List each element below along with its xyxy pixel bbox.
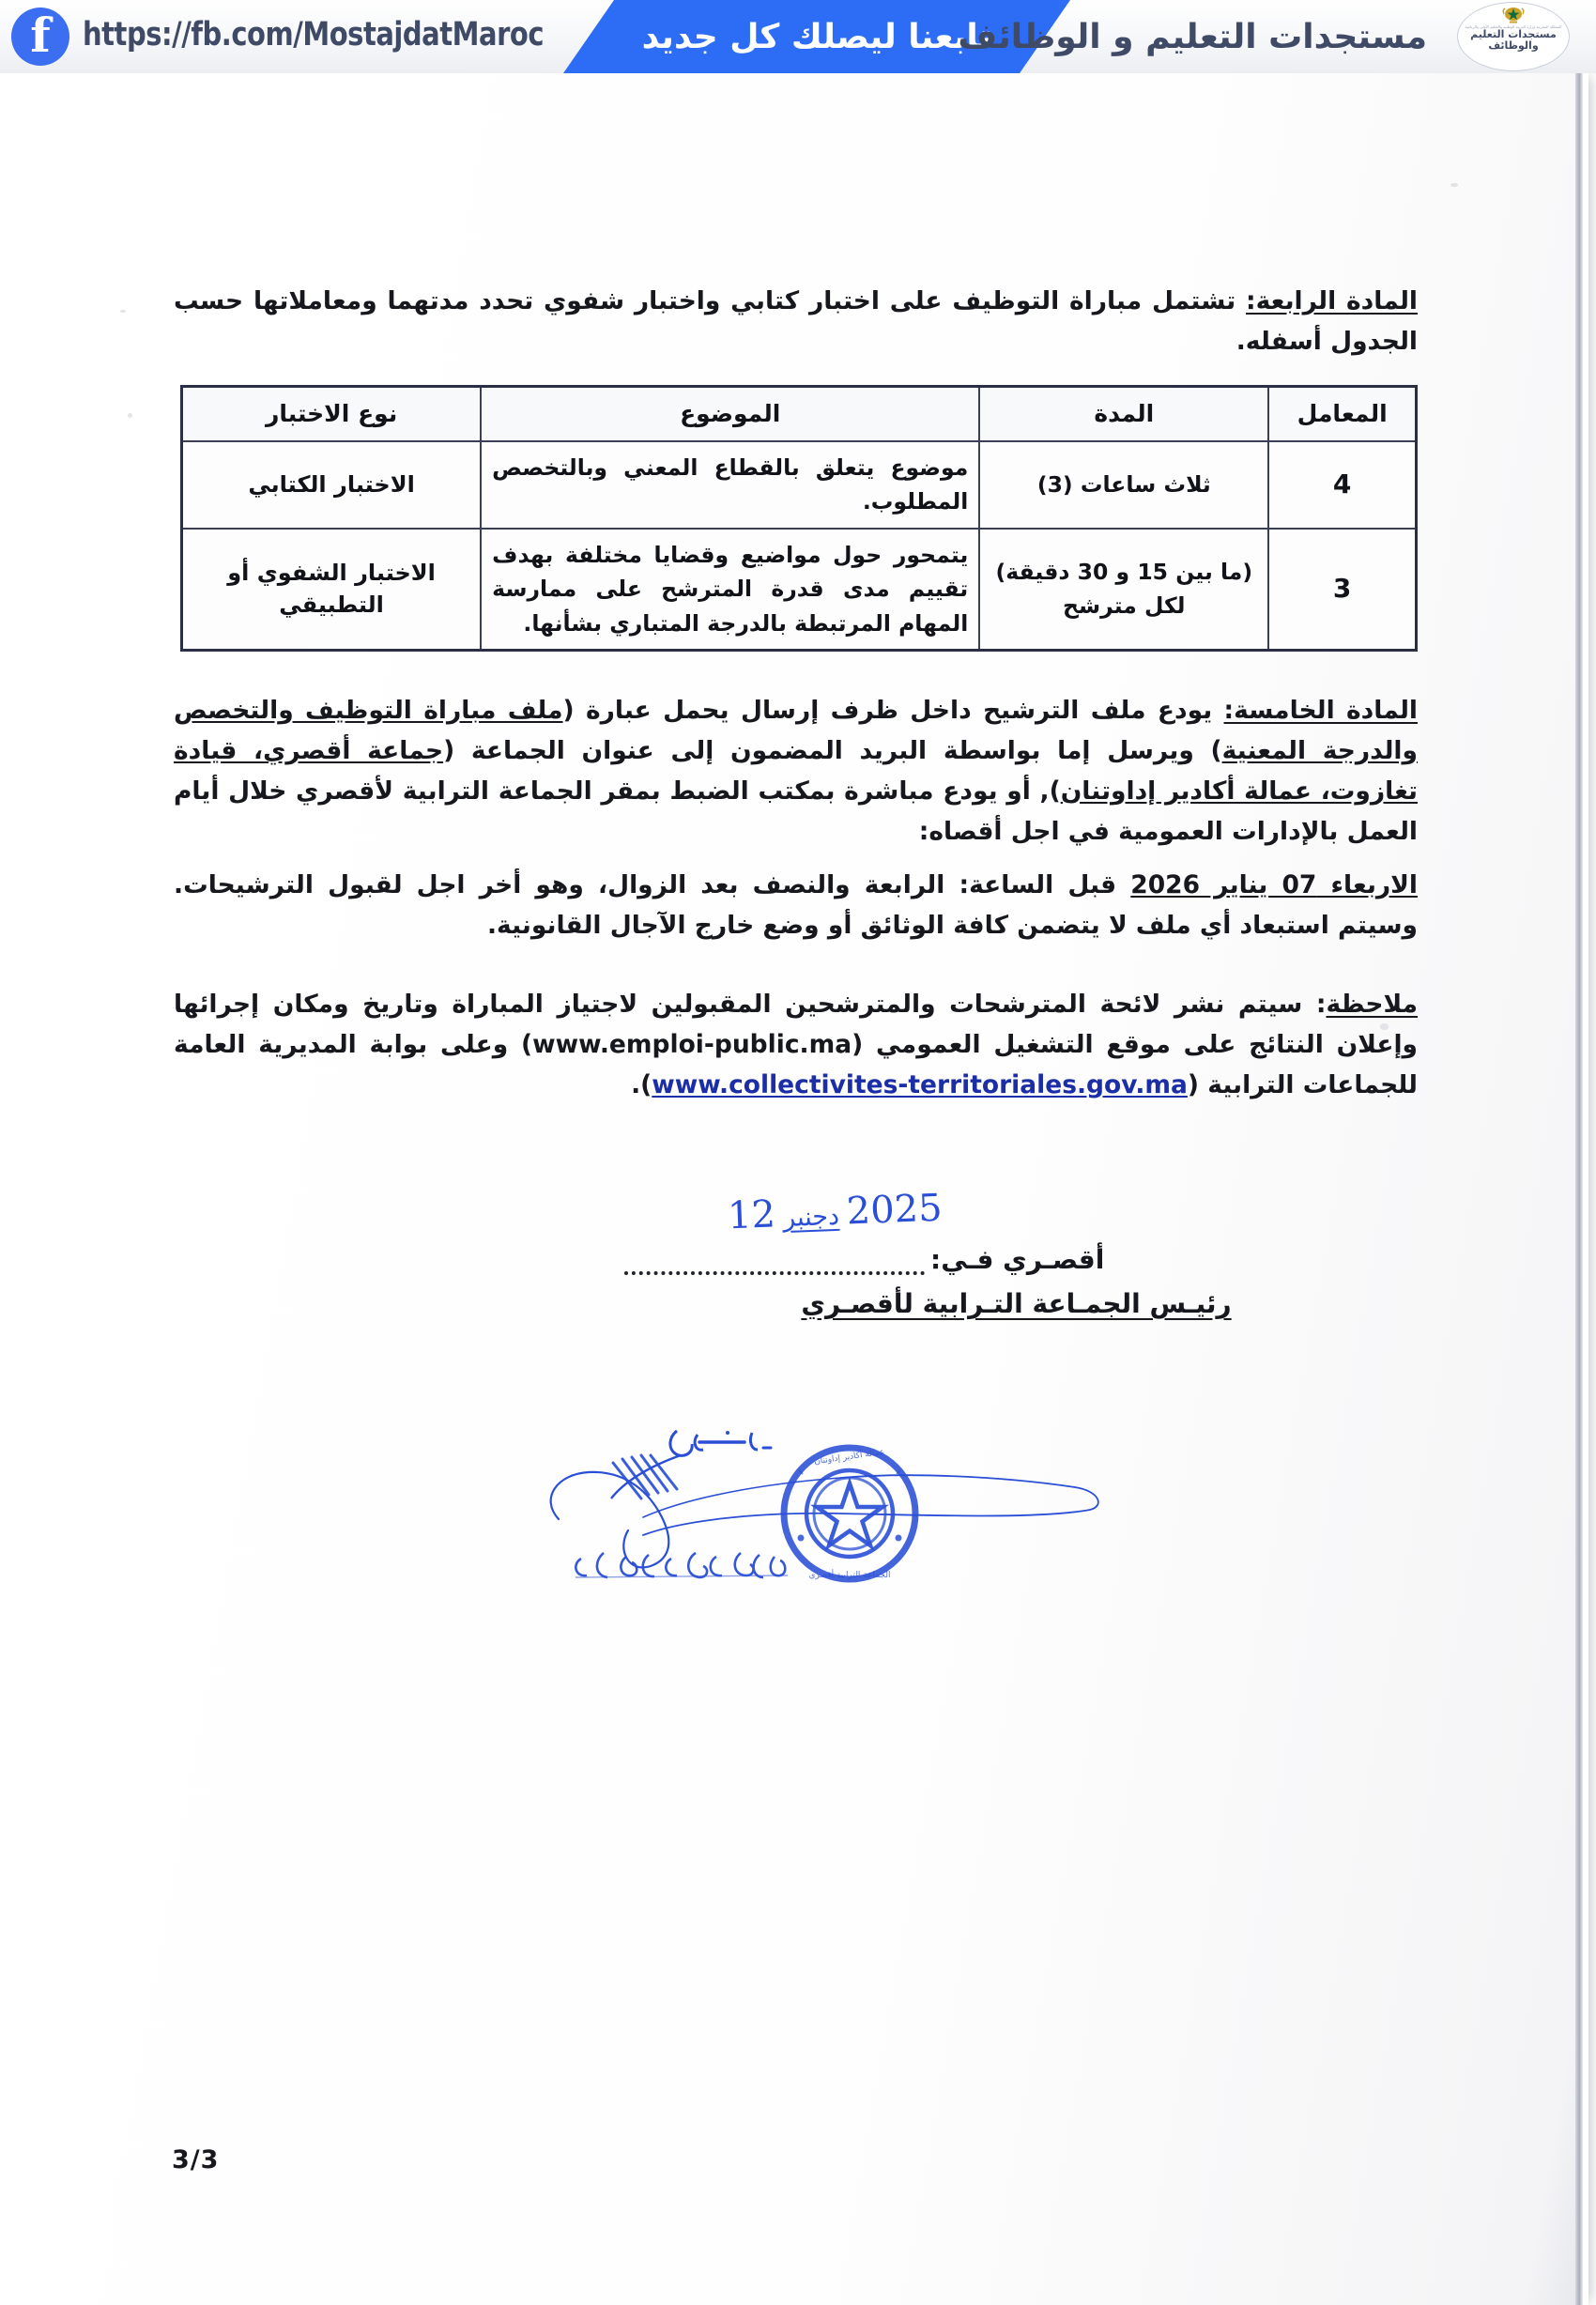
- article-5-text-part2: ) ويرسل إما بواسطة البريد المضمون إلى عنوان الجماعة (: [443, 735, 1222, 765]
- signature-block: [174, 1186, 1418, 1319]
- cell-subject: يتمحور حول مواضيع وقضايا مختلفة بهدف تقييم مدى قدرة المترشح على ممارسة المهام المرتبطة بالدرجة المتباري بشأنها.: [481, 529, 979, 651]
- note-text-part1: : سيتم نشر لائحة المترشحات والمترشحين المقبولين لاجتياز المباراة وتاريخ ومكان إجرائها وإعلان النتائج على موقع التشغيل العمومي (: [174, 990, 1419, 1060]
- cell-duration: (ما بين 15 و 30 دقيقة) لكل مترشح: [979, 529, 1268, 651]
- cell-coefficient: 4: [1268, 441, 1416, 529]
- article-5-text-part1: يودع ملف الترشيح داخل ظرف إرسال يحمل عبارة (: [562, 695, 1224, 725]
- article-4-paragraph: [174, 282, 1418, 362]
- note-paragraph: [174, 985, 1418, 1106]
- note-text-part3: ).: [631, 1070, 652, 1100]
- emblem-title-line2: والوظائف: [1488, 38, 1539, 52]
- brand-emblem-logo: [1457, 2, 1570, 71]
- document-body: [174, 282, 1418, 1115]
- signature-place-label: أقصـري فـي:: [930, 1244, 1105, 1275]
- signature-title: رئيـس الجمـاعة التـرابية لأقصـري: [801, 1288, 1232, 1319]
- cell-exam-type: الاختبار الكتابي: [182, 441, 482, 529]
- column-header-duration: المدة: [979, 386, 1268, 441]
- handwritten-month: دجنبر: [782, 1201, 840, 1234]
- note-heading: ملاحظة: [1326, 990, 1418, 1020]
- scan-artifact: [120, 310, 126, 313]
- svg-text:الجماعة الترابية أقصري: الجماعة الترابية أقصري: [808, 1571, 891, 1580]
- note-text-part2: ) وعلى بوابة المديرية العامة للجماعات الترابية (: [174, 1030, 1418, 1100]
- column-header-subject: الموضوع: [481, 386, 979, 441]
- cell-subject: موضوع يتعلق بالقطاع المعني وبالتخصص المطلوب.: [481, 441, 979, 529]
- cell-duration: ثلاث ساعات (3): [979, 441, 1268, 529]
- facebook-icon[interactable]: [11, 8, 69, 66]
- deadline-text-part1: قبل الساعة:: [944, 869, 1131, 899]
- morocco-crest-icon: [1501, 6, 1526, 24]
- article-5-text-part3: ), أو يودع مباشرة بمكتب الضبط بمقر الجماعة الترابية لأقصري خلال أيام العمل بالإدارات العمومية في اجل أقصاه:: [174, 776, 1418, 846]
- emploi-public-url[interactable]: www.emploi-public.ma: [532, 1030, 852, 1060]
- column-header-coefficient: المعامل: [1268, 386, 1416, 441]
- deadline-text-part2: ، وهو أخر اجل لقبول الترشيحات. وسيتم استبعاد أي ملف لا يتضمن كافة الوثائق أو وضع خارج الآجال القانونية.: [174, 869, 1418, 940]
- signature-dotted-line: [624, 1243, 925, 1275]
- article-5-emphasis-address: جماعة أقصري، قيادة تغازوت، عمالة أكادير إداوتنان: [174, 735, 1419, 806]
- article-5-paragraph: [174, 691, 1418, 853]
- scan-artifact: [1450, 183, 1458, 187]
- table-header-row: [182, 386, 1417, 441]
- table-row: [182, 529, 1417, 651]
- banner-brand-text: مستجدات التعليم و الوظائف: [958, 17, 1427, 56]
- emblem-micro-text: المملكة المغربية وزارة التربية الوطنية والتعليم الأولي والرياضة: [1465, 24, 1562, 29]
- article-4-heading: المادة الرابعة:: [1245, 286, 1418, 315]
- signature-and-stamp: [530, 1408, 1113, 1624]
- page-edge: [1575, 73, 1583, 2305]
- banner-slogan-text: تابعنا ليصلك كل جديد: [641, 17, 992, 56]
- page-number: 3/3: [172, 2145, 220, 2174]
- facebook-url-text[interactable]: https://fb.com/MostajdatMaroc: [83, 16, 545, 54]
- cell-exam-type: الاختبار الشفوي أو التطبيقي: [182, 529, 482, 651]
- exam-details-table: [180, 385, 1418, 652]
- article-5-heading: المادة الخامسة:: [1223, 695, 1419, 725]
- table-row: [182, 441, 1417, 529]
- article-4-text: تشتمل مباراة التوظيف على اختبار كتابي واختبار شفوي تحدد مدتهما ومعاملاتها حسب الجدول أسفله.: [174, 286, 1418, 356]
- deadline-time: الرابعة والنصف بعد الزوال: [607, 869, 945, 899]
- handwritten-year: 2025: [845, 1186, 944, 1234]
- deadline-date: الاربعاء 07 يناير 2026: [1130, 869, 1418, 899]
- signature-place-row: [174, 1186, 1418, 1275]
- promo-banner: [0, 0, 1596, 73]
- collectivites-territoriales-url[interactable]: www.collectivites-territoriales.gov.ma: [652, 1070, 1188, 1100]
- scan-artifact: [128, 413, 132, 418]
- cell-coefficient: 3: [1268, 529, 1416, 651]
- article-5-emphasis-file-label: ملف مباراة التوظيف والتخصص والدرجة المعنية: [174, 695, 1418, 765]
- handwritten-date: [727, 1187, 943, 1238]
- handwritten-day: 12: [727, 1192, 776, 1238]
- deadline-paragraph: [174, 866, 1418, 946]
- svg-text:عمالة أكادير إداوتنان: عمالة أكادير إداوتنان: [813, 1447, 885, 1468]
- column-header-exam-type: نوع الاختبار: [182, 386, 482, 441]
- signature-title-row: [174, 1288, 1418, 1319]
- emblem-title-line1: مستجدات التعليم: [1470, 28, 1557, 41]
